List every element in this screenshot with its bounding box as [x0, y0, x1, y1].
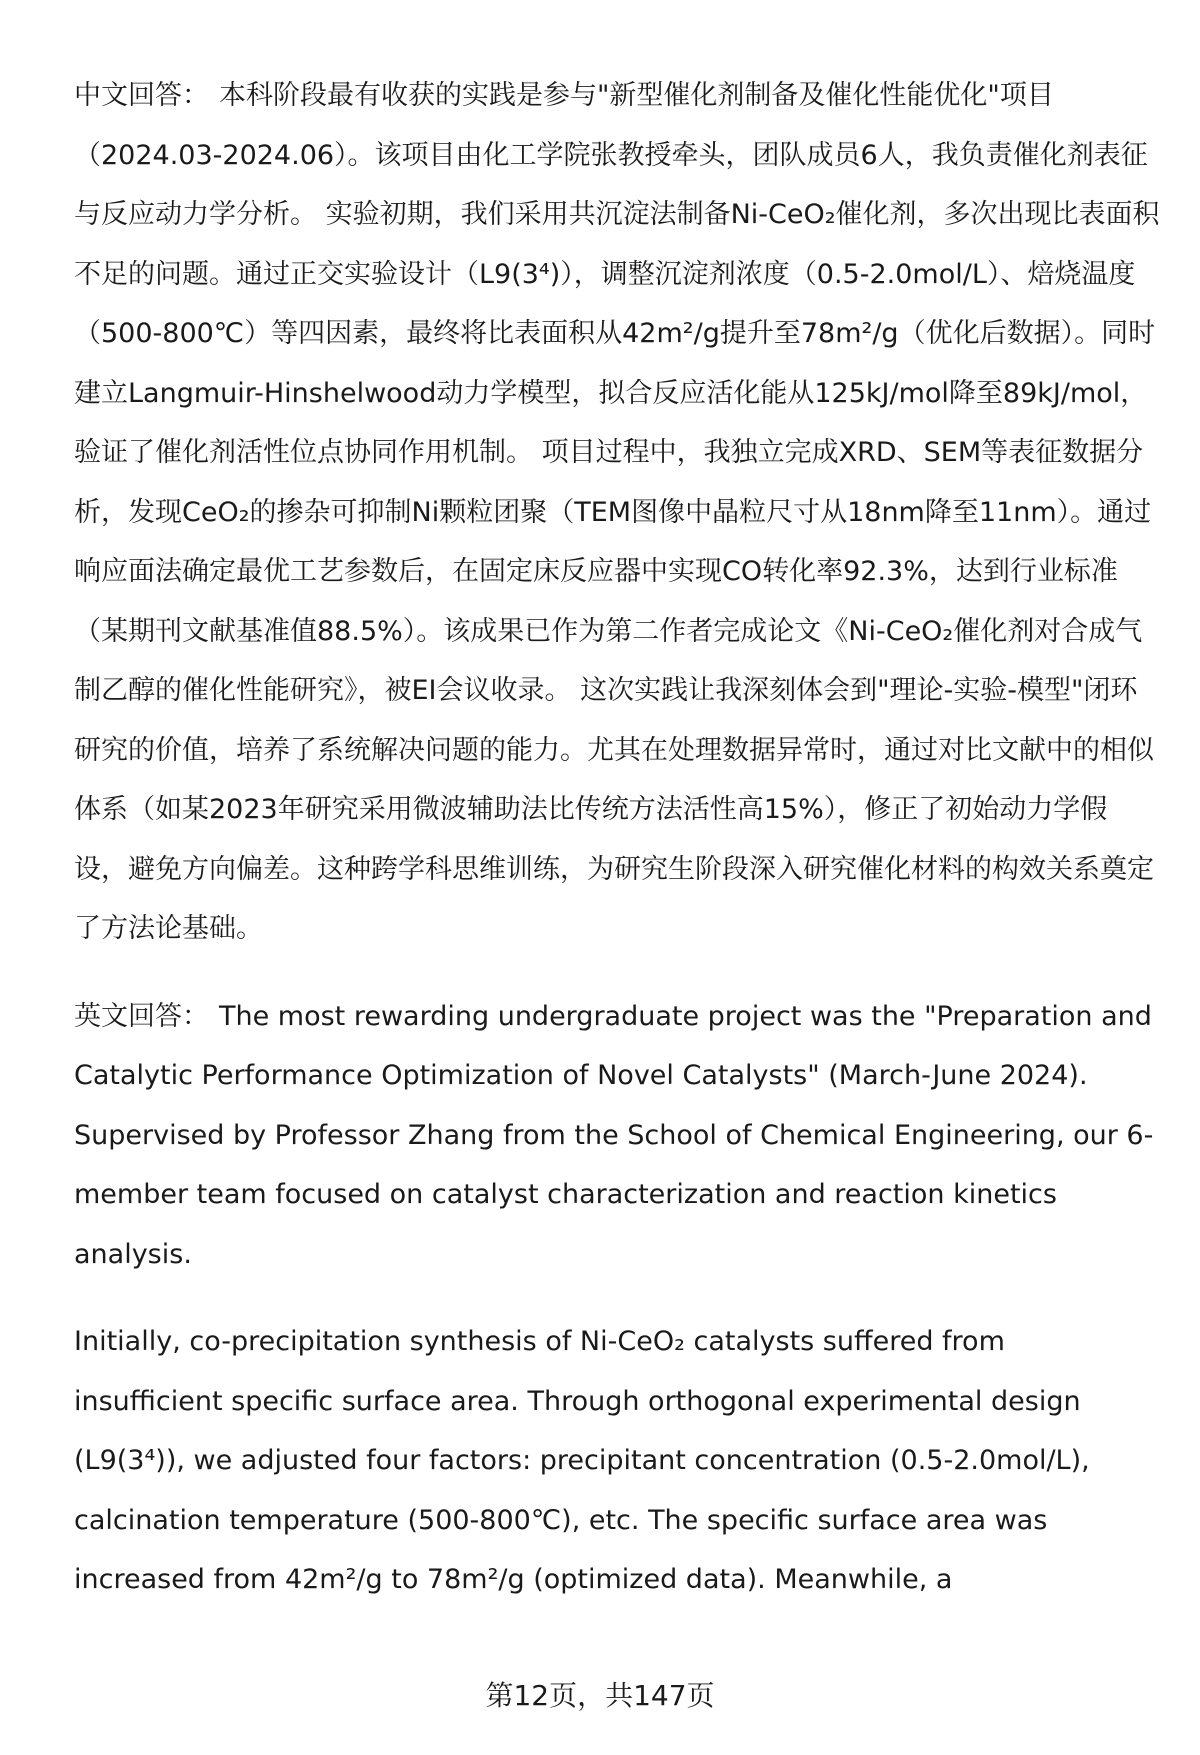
- document-body: [74, 66, 1160, 1610]
- english-answer-label: 英文回答：: [74, 1000, 209, 1032]
- chinese-answer-text: 本科阶段最有收获的实践是参与"新型催化剂制备及催化性能优化"项目（2024.03-2024.06）。该项目由化工学院张教授牵头，团队成员6人，我负责催化剂表征与反应动力学分析。 实验初期，我们采用共沉淀法制备Ni-CeO₂催化剂，多次出现比表面积不足的问题。通过正交实验设计（L9(3⁴)），调整沉淀剂浓度（0.5-2.0mol/L）、焙烧温度（500-800℃）等四因素，最终将比表面积从42m²/g提升至78m²/g（优化后数据）。同时建立Langmuir-Hinshelwood动力学模型，拟合反应活化能从125kJ/mol降至89kJ/mol，验证了催化剂活性位点协同作用机制。 项目过程中，我独立完成XRD、SEM等表征数据分析，发现CeO₂的掺杂可抑制Ni颗粒团聚（TEM图像中晶粒尺寸从18nm降至11nm）。通过响应面法确定最优工艺参数后，在固定床反应器中实现CO转化率92.3%，达到行业标准（某期刊文献基准值88.5%）。该成果已作为第二作者完成论文《Ni-CeO₂催化剂对合成气制乙醇的催化性能研究》，被EI会议收录。 这次实践让我深刻体会到"理论-实验-模型"闭环研究的价值，培养了系统解决问题的能力。尤其在处理数据异常时，通过对比文献中的相似体系（如某2023年研究采用微波辅助法比传统方法活性高15%），修正了初始动力学假设，避免方向偏差。这种跨学科思维训练，为研究生阶段深入研究催化材料的构效关系奠定了方法论基础。: [74, 80, 1160, 944]
- chinese-answer-label: 中文回答：: [74, 80, 209, 111]
- english-answer-paragraph: [74, 987, 1160, 1285]
- english-answer-paragraph-2: Initially, co-precipitation synthesis of Ni-CeO₂ catalysts suffered from insufficient specific surface area. Through orthogonal experimental design (L9(3⁴)), we adjusted four factors: precipitant concentration (0.5-2.0mol/L), calcination temperature (500-800℃), etc. The specific surface area was increased from 42m²/g to 78m²/g (optimized data). Meanwhile, a: [74, 1326, 1090, 1595]
- english-answer-text: The most rewarding undergraduate project was the "Preparation and Catalytic Performance Optimization of Novel Catalysts" (March-June 2024). Supervised by Professor Zhang from the School of Chemical Engineering, our 6-member team focused on catalyst characterization and reaction kinetics analysis.: [74, 1000, 1154, 1270]
- page-number-footer: 第12页，共147页: [485, 1679, 715, 1712]
- chinese-answer-paragraph: [74, 66, 1160, 959]
